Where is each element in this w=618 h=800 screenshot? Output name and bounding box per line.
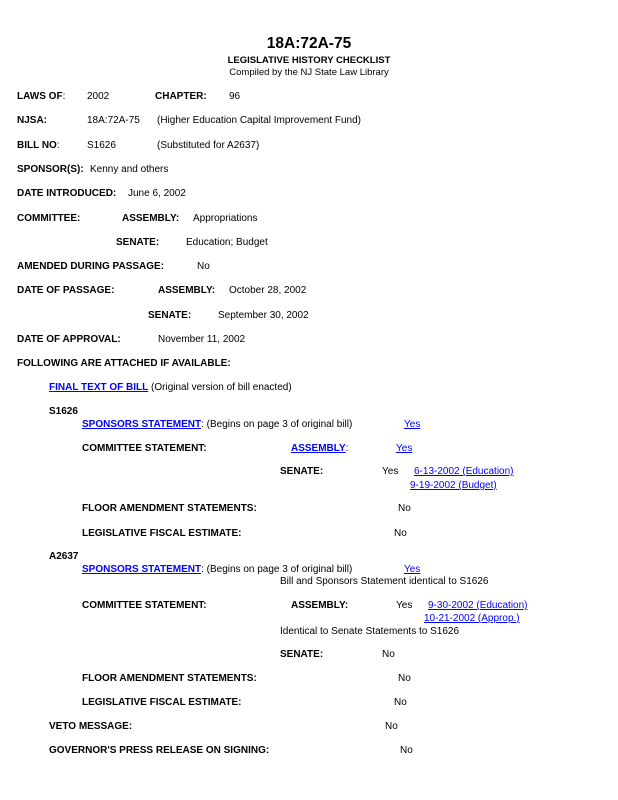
date-of-approval-label: DATE OF APPROVAL: xyxy=(17,334,121,345)
veto-value: No xyxy=(385,721,398,732)
a2637-assembly-value: Yes xyxy=(396,600,413,611)
s1626-sponsors-yes-link[interactable]: Yes xyxy=(404,419,421,430)
committee-senate-value: Education; Budget xyxy=(186,237,268,248)
s1626-senate-label: SENATE: xyxy=(280,466,324,477)
bill-no-value: S1626 xyxy=(87,140,116,151)
njsa-label: NJSA: xyxy=(17,115,48,126)
passage-senate-value: September 30, 2002 xyxy=(218,310,309,321)
final-text-link[interactable]: FINAL TEXT OF BILL xyxy=(49,382,149,393)
veto-label: VETO MESSAGE: xyxy=(49,721,133,732)
bill-no-label: BILL NO xyxy=(17,140,57,151)
njsa-value: 18A:72A-75 xyxy=(87,115,140,126)
sponsors-value: Kenny and others xyxy=(90,164,169,175)
a2637-sponsors-yes-link[interactable]: Yes xyxy=(404,564,421,575)
bill-no-colon: : xyxy=(56,140,60,151)
s1626-sponsors-note: : (Begins on page 3 of original bill) xyxy=(201,419,353,430)
a2637-senate-value: No xyxy=(382,649,395,660)
press-release-value: No xyxy=(400,745,413,756)
s1626-sponsors-statement-link[interactable]: SPONSORS STATEMENT xyxy=(82,419,202,430)
s1626-senate-value: Yes xyxy=(382,466,399,477)
laws-of-value: 2002 xyxy=(87,91,110,102)
a2637-sponsors-note: : (Begins on page 3 of original bill) xyxy=(201,564,353,575)
amended-label: AMENDED DURING PASSAGE: xyxy=(17,261,165,272)
a2637-sponsors-statement-link[interactable]: SPONSORS STATEMENT xyxy=(82,564,202,575)
committee-senate-label: SENATE: xyxy=(116,237,160,248)
a2637-fiscal-value: No xyxy=(394,697,407,708)
s1626-committee-label: COMMITTEE STATEMENT: xyxy=(82,443,207,454)
passage-senate-label: SENATE: xyxy=(148,310,192,321)
compiled-by: Compiled by the NJ State Law Library xyxy=(229,67,389,78)
attached-heading: FOLLOWING ARE ATTACHED IF AVAILABLE: xyxy=(17,358,231,369)
laws-of-label: LAWS OF xyxy=(17,91,63,102)
s1626-senate-education-link[interactable]: 6-13-2002 (Education) xyxy=(414,466,514,477)
amended-value: No xyxy=(197,261,210,272)
date-of-approval-value: November 11, 2002 xyxy=(158,334,246,345)
a2637-floor-label: FLOOR AMENDMENT STATEMENTS: xyxy=(82,673,257,684)
committee-assembly-value: Appropriations xyxy=(193,213,258,224)
chapter-label: CHAPTER: xyxy=(155,91,207,102)
bill-no-note: (Substituted for A2637) xyxy=(157,140,260,151)
a2637-assembly-approp-link[interactable]: 10-21-2002 (Approp.) xyxy=(424,613,520,624)
s1626-assembly-yes-link[interactable]: Yes xyxy=(396,443,413,454)
a2637-identical-note: Bill and Sponsors Statement identical to S1626 xyxy=(280,576,489,587)
s1626-fiscal-value: No xyxy=(394,528,407,539)
a2637-fiscal-label: LEGISLATIVE FISCAL ESTIMATE: xyxy=(82,697,242,708)
page-title: 18A:72A-75 xyxy=(266,35,352,52)
press-release-label: GOVERNOR'S PRESS RELEASE ON SIGNING: xyxy=(49,745,270,756)
a2637-label: A2637 xyxy=(49,551,79,562)
a2637-committee-label: COMMITTEE STATEMENT: xyxy=(82,600,207,611)
s1626-assembly-link[interactable]: ASSEMBLY xyxy=(291,443,346,454)
s1626-assembly-colon: : xyxy=(345,443,349,454)
njsa-description: (Higher Education Capital Improvement Fund) xyxy=(157,115,361,126)
a2637-assembly-education-link[interactable]: 9-30-2002 (Education) xyxy=(428,600,528,611)
a2637-assembly-label: ASSEMBLY: xyxy=(291,600,349,611)
date-of-passage-label: DATE OF PASSAGE: xyxy=(17,285,115,296)
a2637-floor-value: No xyxy=(398,673,411,684)
chapter-value: 96 xyxy=(229,91,241,102)
final-text-note: (Original version of bill enacted) xyxy=(151,382,292,393)
a2637-assembly-note: Identical to Senate Statements to S1626 xyxy=(280,626,460,637)
passage-assembly-label: ASSEMBLY: xyxy=(158,285,216,296)
a2637-senate-label: SENATE: xyxy=(280,649,324,660)
laws-of-colon: : xyxy=(62,91,66,102)
s1626-label: S1626 xyxy=(49,406,78,417)
committee-label: COMMITTEE: xyxy=(17,213,81,224)
date-introduced-value: June 6, 2002 xyxy=(128,188,186,199)
passage-assembly-value: October 28, 2002 xyxy=(229,285,307,296)
committee-assembly-label: ASSEMBLY: xyxy=(122,213,180,224)
s1626-floor-value: No xyxy=(398,503,411,514)
page-subtitle: LEGISLATIVE HISTORY CHECKLIST xyxy=(227,55,391,66)
s1626-fiscal-label: LEGISLATIVE FISCAL ESTIMATE: xyxy=(82,528,242,539)
sponsors-label: SPONSOR(S): xyxy=(17,164,84,175)
s1626-floor-label: FLOOR AMENDMENT STATEMENTS: xyxy=(82,503,257,514)
s1626-senate-budget-link[interactable]: 9-19-2002 (Budget) xyxy=(410,480,497,491)
date-introduced-label: DATE INTRODUCED: xyxy=(17,188,117,199)
